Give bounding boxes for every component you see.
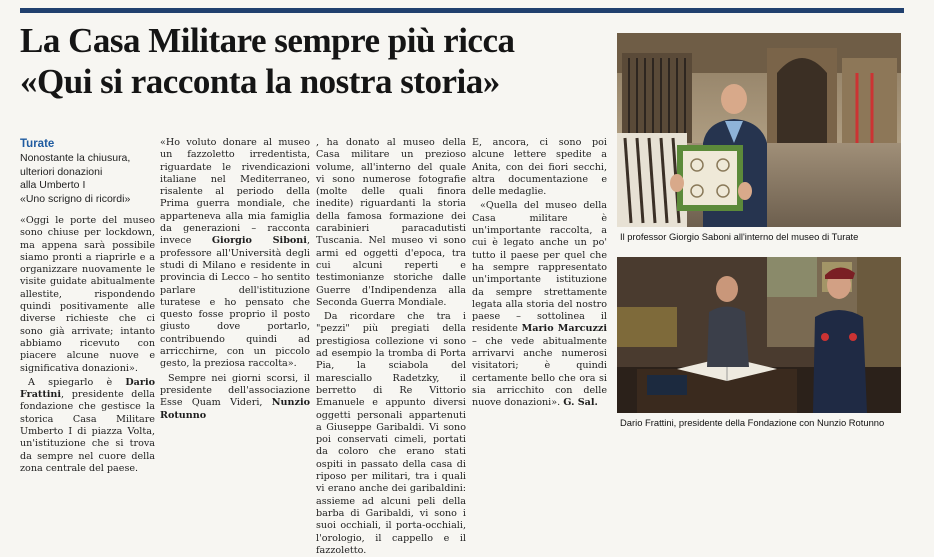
museum-interior-illustration	[617, 33, 901, 227]
text-run: – che vede abitualmente arrivarvi anche numerosi visitatori; è quindi certamente bello che ora si sia arricchito con delle nuove donazioni».	[472, 335, 607, 409]
photo-caption-1: Il professor Giorgio Saboni all'interno del museo di Turate	[620, 231, 859, 242]
person-name: Mario Marcuzzi	[521, 323, 607, 335]
paragraph: Da ricordare che tra i "pezzi" più pregiati della prestigiosa collezione vi sono ad esempio la tromba di Porta Pia, la sciabola del maresciallo Radetzky, il berretto di Re Vittorio Emanuele e appunto diversi oggetti personali appartenuti a Giuseppe Garibaldi. Vi sono poi conservati cimeli, portati da coloro che erano stati ospiti in passato della casa di riposo per militari, tra i quali vi erano anche dei garibaldini: assieme ad alcuni peli della barba di Garibaldi, vi sono i suoi occhiali, il porta-occhiali, l'orologio, il cappello e il fazzoletto.	[316, 311, 466, 556]
text-run: , presidente della fondazione che gestisce la storica Casa Militare Umberto I di piazza Volta, un'istituzione che si trova da sempre nel cuore della zona centrale del paese.	[20, 389, 155, 474]
donation-illustration	[617, 257, 901, 413]
museum-interior-photo	[617, 33, 901, 227]
donation-photo	[617, 257, 901, 413]
top-rule	[20, 8, 904, 13]
text-run: Sempre nei giorni scorsi, il presidente dell'associazione Esse Quam Videri,	[160, 372, 310, 409]
text-run: «Ho voluto donare al museo un fazzoletto irredentista, riguardate le rivendicazioni italiane nel Mediterraneo, risalente al periodo della Prima guerra mondiale, che apparteneva alla mia famiglia da generazioni – racconta invece	[160, 137, 310, 247]
text-run: «Quella del museo della Casa militare è un'importante raccolta, a cui è legato anche un po' tutto il paese per quel che ha sempre rappresentato un'importante istituzione da sempre strettamente legata alla storia del nostro paese – sottolinea il residente	[472, 200, 607, 335]
article-sidebar	[20, 137, 150, 206]
text-run: A spiegarlo è	[28, 376, 126, 388]
subheadline	[20, 152, 150, 206]
subheadline-line: ulteriori donazioni	[20, 165, 103, 178]
place-label: Turate	[20, 138, 55, 150]
paragraph: E, ancora, ci sono poi alcune lettere spedite a Anita, con dei fiori secchi, altra documentazione e delle medaglie.	[472, 137, 607, 198]
photo-caption-2: Dario Frattini, presidente della Fondazione con Nunzio Rotunno	[620, 417, 885, 428]
paragraph	[160, 373, 310, 422]
author-signature: G. Sal.	[563, 397, 598, 409]
subheadline-line: «Uno scrigno di ricordi»	[20, 192, 131, 205]
article-column-3	[316, 137, 466, 557]
paragraph	[472, 200, 607, 409]
headline	[20, 20, 610, 102]
headline-line-1: La Casa Militare sempre più ricca	[20, 21, 515, 60]
person-name: Nunzio Rotunno	[160, 397, 310, 421]
subheadline-line: Nonostante la chiusura,	[20, 152, 131, 164]
paragraph: «Oggi le porte del museo sono chiuse per lockdown, ma appena sarà possibile siamo pronti a riaprirle e a organizzare nuovamente le visite guidate abitualmente allestite, rispondendo quindi positivamente alle diverse richieste che ci sono già arrivate; intanto abbiamo ricevuto con piacere alcune nuove e significativa donazioni».	[20, 215, 155, 374]
article-column-4	[472, 137, 607, 410]
article-column-2	[160, 137, 310, 422]
headline-line-2: «Qui si racconta la nostra storia»	[20, 62, 500, 101]
person-name: Dario Frattini	[20, 376, 155, 401]
paragraph: , ha donato al museo della Casa militare un prezioso volume, all'interno del quale vi sono numerose fotografie (molte delle quali finora inedite) riguardanti la storia della famosa formazione dei carabinieri paracadutisti Tuscania. Nel museo vi sono armi ed oggetti d'epoca, tra cui alcuni reperti e testimonianze storiche dalle Guerre d'Indipendenza alla Seconda Guerra Mondiale.	[316, 137, 466, 308]
person-name: Giorgio Siboni	[211, 235, 307, 247]
subheadline-line: alla Umberto I	[20, 179, 86, 191]
article-column-1	[20, 215, 155, 475]
paragraph	[160, 137, 310, 371]
text-run: , professore all'Università degli studi di Milano e residente in provincia di Lecco – ho sentito parlare dell'istituzione turatese e ho pensato che questo fosse proprio il posto giusto dove portarlo, contribuendo quindi ad arricchirne, con un piccolo gesto, la preziosa raccolta».	[160, 235, 310, 370]
paragraph	[20, 377, 155, 475]
